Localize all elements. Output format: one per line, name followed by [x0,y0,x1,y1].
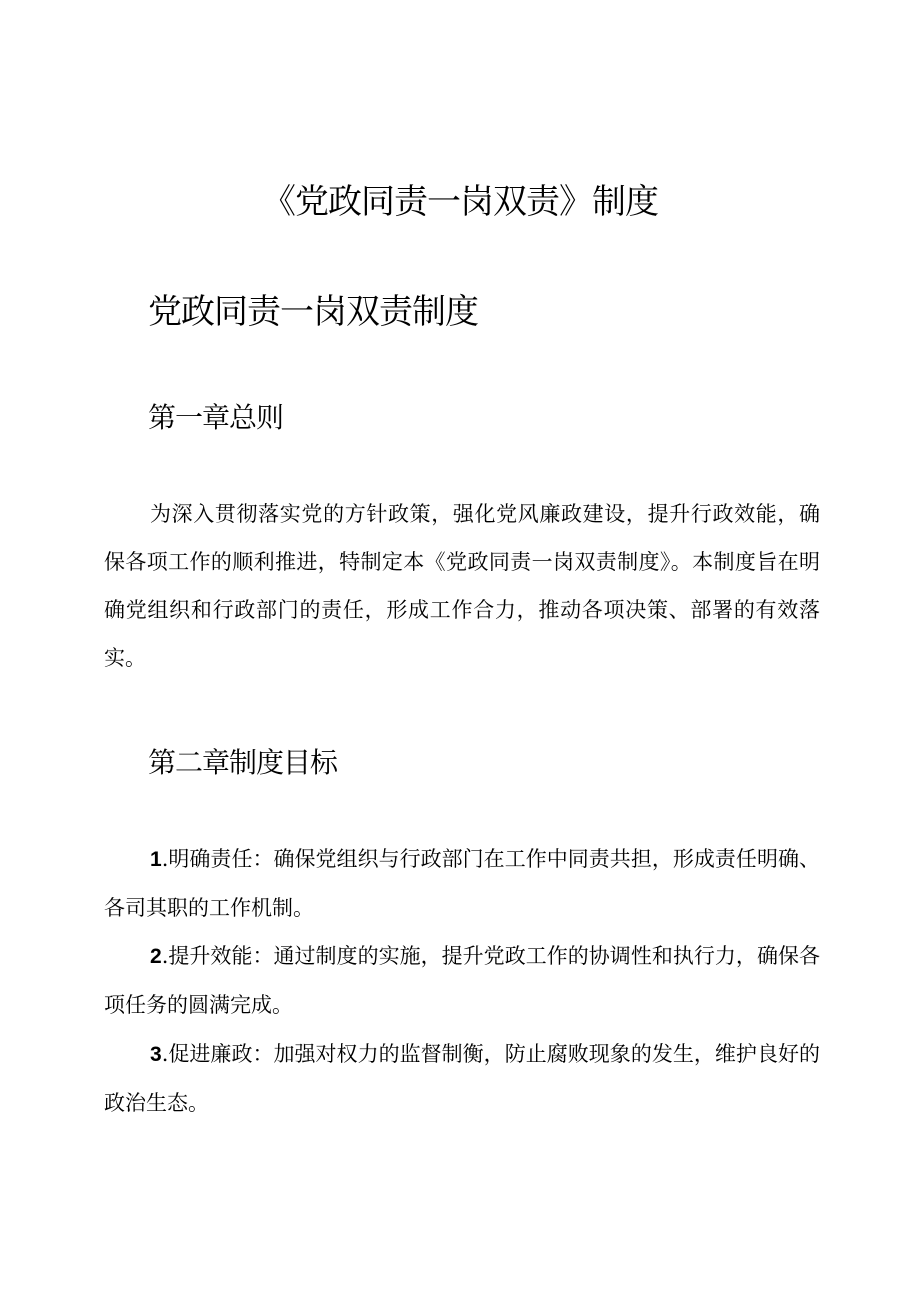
list-item-number: 3 [150,1043,162,1066]
list-item-number: 1 [150,848,162,871]
list-item-text: .促进廉政：加强对权力的监督制衡，防止腐败现象的发生，维护良好的政治生态。 [104,1042,820,1115]
list-item [104,835,820,932]
list-item-text: .提升效能：通过制度的实施，提升党政工作的协调性和执行力，确保各项任务的圆满完成。 [104,944,820,1017]
list-item [104,932,820,1029]
chapter-heading: 第一章总则 [148,401,284,434]
chapter-paragraph: 为深入贯彻落实党的方针政策，强化党风廉政建设，提升行政效能，确保各项工作的顺利推进，特制定本《党政同责一岗双责制度》。本制度旨在明确党组织和行政部门的责任，形成工作合力，推动各项决策、部署的有效落实。 [104,502,820,670]
document-title: 《党政同责一岗双责》制度 [262,182,658,222]
list-item-text: .明确责任：确保党组织与行政部门在工作中同责共担，形成责任明确、各司其职的工作机制。 [104,847,820,920]
list-item-number: 2 [150,945,162,968]
document-subtitle: 党政同责一岗双责制度 [148,292,478,332]
list-item [104,1030,820,1127]
chapter-heading: 第二章制度目标 [148,746,338,779]
